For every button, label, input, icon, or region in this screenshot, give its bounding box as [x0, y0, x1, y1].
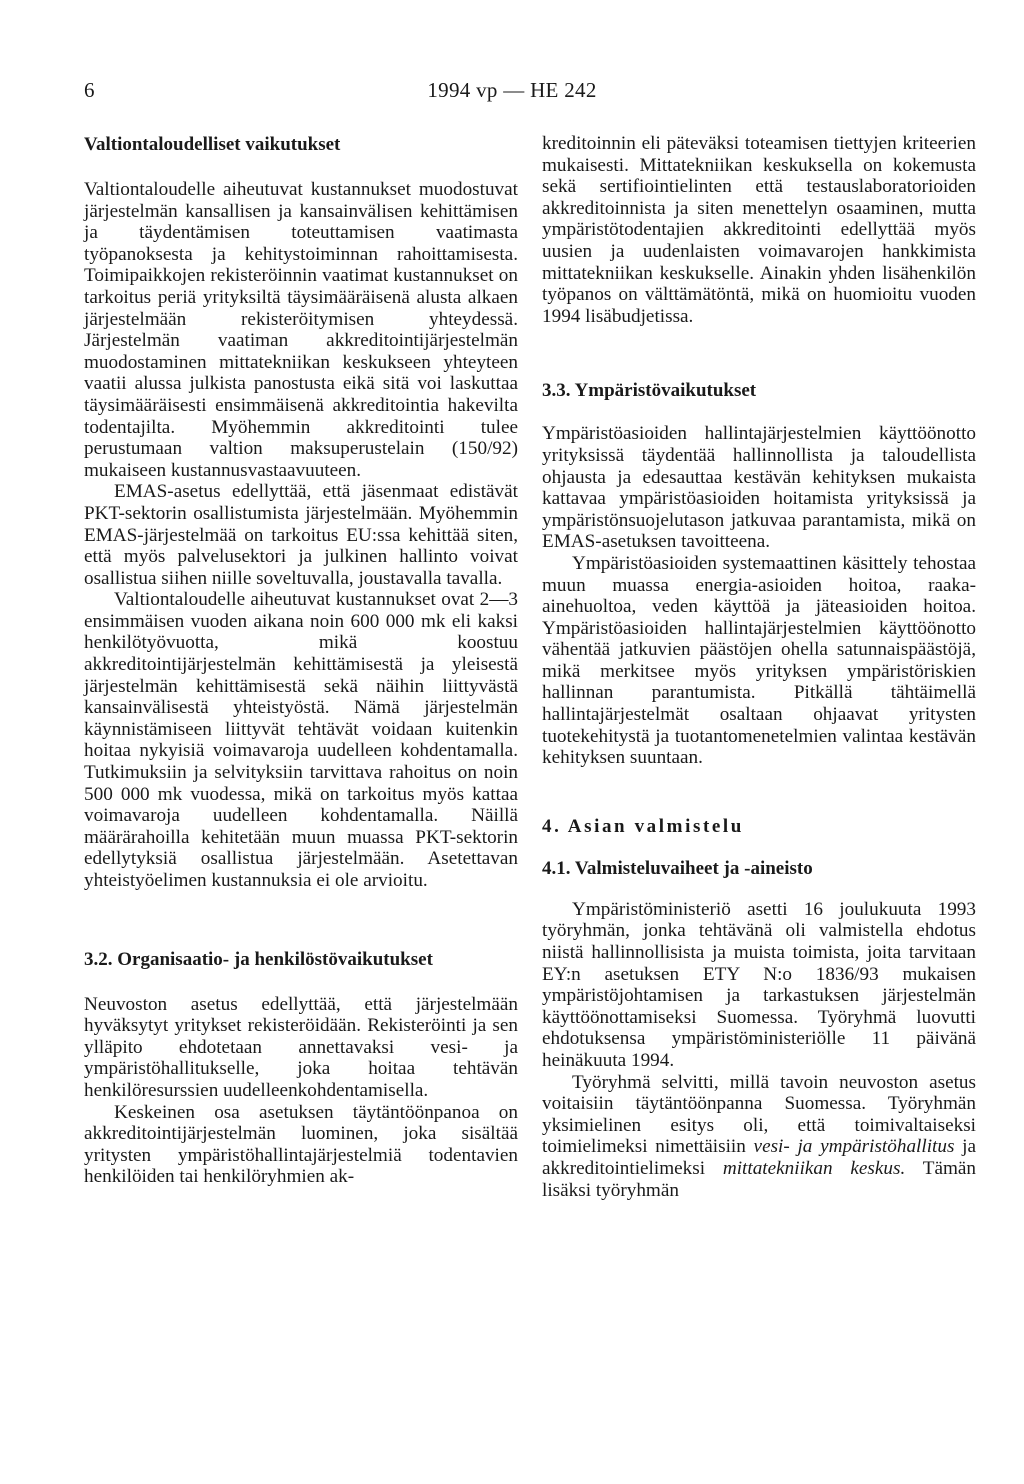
paragraph: Ympäristöministeriö asetti 16 joulukuuta 1993 työryhmän, jonka tehtävänä oli valmistella ehdotus niistä hallinnollisista ja muista toimista, joita tarvitaan EY:n asetuksen ETY N:o 1836/93 mukaisen ympäristöjohtamisen ja tarkastuksen järjestelmän käyttöönottamiseksi Suomessa. Työryhmä luovutti ehdotuksensa ympäristöministeriölle 11 päivänä heinäkuuta 1994. — [542, 898, 976, 1071]
heading-4: 4. Asian valmistelu — [542, 815, 744, 837]
heading-valtiontaloudelliset-vaikutukset: Valtiontaloudelliset vaikutukset — [84, 134, 341, 155]
emphasis-mittatekniikan-keskus: mittatekniikan keskus. — [722, 1157, 906, 1179]
paragraph — [542, 1072, 976, 1202]
emphasis-vesi-ja-ymparistohallitus: vesi- ja ympäristöhallitus — [753, 1136, 955, 1158]
right-column — [542, 133, 976, 1201]
paragraph: Ympäristöasioiden systemaattinen käsittely tehostaa muun muassa energia-asioiden hoitoa, raaka-ainehuoltoa, veden käyttöä ja jäteasioiden hoitoa. Ympäristöasioiden hallintajärjestelmien käyttöönotto vähentää jatkuvien päästöjen ohella satunnaispäästöjä, mikä merkitsee myös yrityksen ympäristöriskien hallinnan parantumista. Pitkällä tähtäimellä hallintajärjestelmät osaltaan ohjaavat yritysten tuotekehitystä ja tuotantomenetelmien valintaa kestävän kehityksen suuntaan. — [542, 552, 976, 769]
heading-3-2: 3.2. Organisaatio- ja henkilöstövaikutukset — [84, 948, 433, 970]
heading-4-1: 4.1. Valmisteluvaiheet ja -aineisto — [542, 857, 813, 879]
page-number: 6 — [84, 78, 95, 102]
paragraph: Valtiontaloudelle aiheutuvat kustannukset ovat 2—3 ensimmäisen vuoden aikana noin 600 000 mk eli kaksi henkilötyövuotta, mikä koostuu akkreditointijärjestelmän kehittämisestä ja yleisestä järjestelmän kehittämisestä sekä näihin liittyvästä kansainvälisestä yhteistyöstä. Nämä järjestelmän käynnistämiseen liittyvät tehtävät voidaan kuitenkin hoitaa nykyisiä voimavaroja uudelleen kohdentamalla. Tutkimuksiin ja selvityksiin tarvittava rahoitus on noin 500 000 mk vuodessa, mikä on tarkoitus myös kattaa voimavaroja uudelleen kohdentamalla. Näillä määrärahoilla kehitetään muun muassa PKT-sektorin edellytyksiä osallistua järjestelmään. Asetettavan yhteistyöelimen kustannuksia ei ole arvioitu. — [84, 589, 518, 891]
running-head: 1994 vp — HE 242 — [427, 78, 597, 102]
text-run: Tämän lisäksi työryhmän — [542, 1157, 976, 1201]
text-run: Työryhmä selvitti, millä tavoin neuvoston asetus voitaisiin täytäntöönpanna Suomessa. Työryhmän yksimielinen esitys oli, että toimivaltaiseksi toimielimeksi nimettäisiin — [542, 1071, 976, 1158]
paragraph: EMAS-asetus edellyttää, että jäsenmaat edistävät PKT-sektorin osallistumista järjestelmään. Myöhemmin EMAS-järjestelmää on tarkoitus EU:ssa kehittää siten, että myös palvelusektori ja julkinen hallinto voivat osallistua siihen niille soveltuvalla, joustavalla tavalla. — [84, 481, 518, 589]
page-header — [0, 78, 1024, 104]
paragraph: Keskeinen osa asetuksen täytäntöönpanoa on akkreditointijärjestelmän luominen, joka sisältää yritysten ympäristöhallintajärjestelmiä todentavien henkilöiden tai henkilöryhmien ak- — [84, 1101, 518, 1188]
paragraph: Ympäristöasioiden hallintajärjestelmien käyttöönotto yrityksissä täydentää hallinnollista ja taloudellista ohjausta ja edesauttaa kestävän kehityksen mukaista kattavaa ympäristöasioiden hoitamista yrityksissä ja ympäristönsuojelutason jatkuvaa parantamista, mikä on EMAS-asetuksen tavoitteena. — [542, 423, 976, 553]
paragraph: Neuvoston asetus edellyttää, että järjestelmään hyväksytyt yritykset rekisteröidään. Rekisteröinti ja sen ylläpito ehdotetaan annettavaksi vesi- ja ympäristöhallitukselle, joka hoitaa tehtävän henkilöresurssien uudelleenkohdentamisella. — [84, 993, 518, 1101]
heading-3-3: 3.3. Ympäristövaikutukset — [542, 380, 757, 402]
paragraph: Valtiontaloudelle aiheutuvat kustannukset muodostuvat järjestelmän kansallisen ja kansainvälisen kehittämisen ja täydentämisen toteuttamisen vaatimasta työpanoksesta ja kehitystoiminnan rahoittamisesta. Toimipaikkojen rekisteröinnin vaatimat kustannukset on tarkoitus periä yrityksiltä täysimääräisenä alusta alkaen järjestelmään rekisteröitymisen yhteydessä. Järjestelmän vaatiman akkreditointijärjestelmän muodostaminen mittatekniikan keskukseen yhteyteen vaatii alussa julkista panostusta eikä sitä voi laskuttaa täysimääräisesti ensimmäisenä akkreditointia hakevilta todentajilta. Myöhemmin akkreditointi tulee perustumaan valtion maksuperustelain (150/92) mukaiseen kustannusvastaavuuteen. — [84, 179, 518, 481]
paragraph: kreditoinnin eli päteväksi toteamisen tiettyjen kriteerien mukaisesti. Mittatekniikan keskuksella on kokemusta sekä sertifiointielinten että testauslaboratorioiden akkreditoinnista ja siten menettelyn osaaminen, mutta ympäristötodentajien akkreditointi edellyttää myös uusien ja uudenlaisten voimavarojen hankkimista mittatekniikan keskukselle. Ainakin yhden lisähenkilön työpanos on välttämätöntä, mikä on huomioitu vuoden 1994 lisäbudjetissa. — [542, 133, 976, 327]
text-run: ja akkreditointielimeksi — [542, 1136, 976, 1179]
left-column — [84, 133, 518, 1188]
